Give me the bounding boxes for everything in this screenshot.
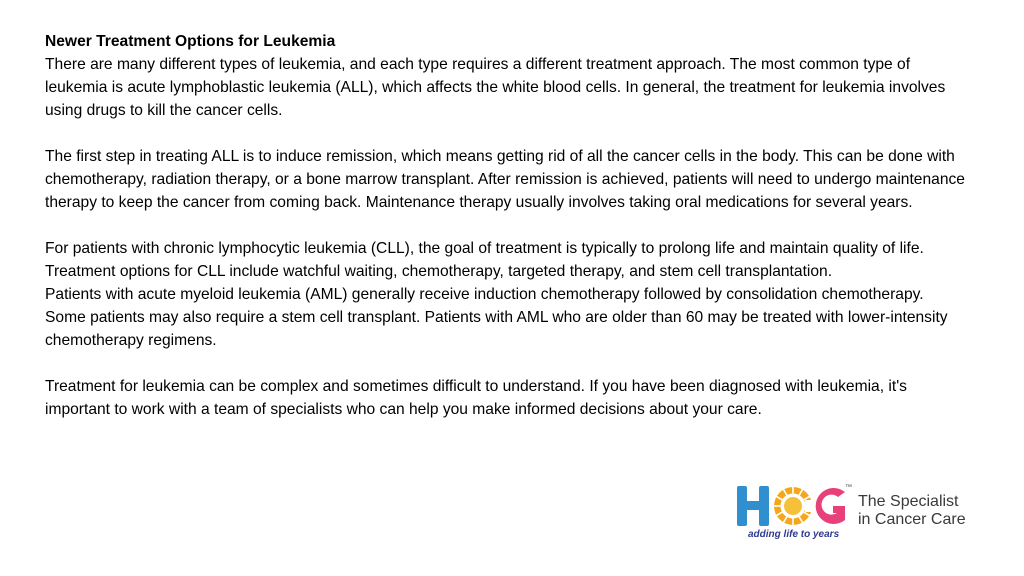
page-title: Newer Treatment Options for Leukemia bbox=[45, 33, 336, 50]
logo-letter-h bbox=[737, 486, 769, 526]
hcg-logo-mark bbox=[737, 484, 851, 528]
paragraph-cll-treatment: For patients with chronic lymphocytic leukemia (CLL), the goal of treatment is typically to prolong life and maintain quality of life. Treatment options for CLL include watchful waiting, chemotherapy, targeted therapy, and stem cell transplantation. bbox=[45, 240, 924, 280]
logo-letter-c bbox=[774, 487, 813, 525]
slide-content bbox=[45, 30, 965, 421]
paragraph-all-treatment: The first step in treating ALL is to induce remission, which means getting rid of all the cancer cells in the body. This can be done with chemotherapy, radiation therapy, or a bone marrow transplant. After remission is achieved, patients will need to undergo maintenance therapy to keep the cancer from coming back. Maintenance therapy usually involves taking oral medications for several years. bbox=[45, 148, 965, 211]
logo-slogan bbox=[858, 493, 966, 529]
logo-tagline: adding life to years bbox=[748, 529, 840, 540]
trademark-symbol: ™ bbox=[845, 484, 852, 491]
paragraph-types-of-leukemia: There are many different types of leukemia, and each type requires a different treatment approach. The most common type of leukemia is acute lymphoblastic leukemia (ALL), which affects the white blood cells. In general, the treatment for leukemia involves using drugs to kill the cancer cells. bbox=[45, 56, 946, 119]
paragraph-spacer bbox=[45, 352, 965, 375]
logo-letter-g bbox=[816, 488, 845, 524]
logo-slogan-line2: in Cancer Care bbox=[858, 511, 966, 528]
paragraph-spacer bbox=[45, 122, 965, 145]
logo-slogan-line1: The Specialist bbox=[858, 493, 959, 510]
paragraph-closing: Treatment for leukemia can be complex and sometimes difficult to understand. If you have been diagnosed with leukemia, it's important to work with a team of specialists who can help you make informed decisions about your care. bbox=[45, 378, 907, 418]
paragraph-spacer bbox=[45, 214, 965, 237]
paragraph-aml-treatment: Patients with acute myeloid leukemia (AML) generally receive induction chemotherapy followed by consolidation chemotherapy. Some patients may also require a stem cell transplant. Patients with AML who are older than 60 may be treated with lower-intensity chemotherapy regimens. bbox=[45, 286, 948, 349]
hcg-logo bbox=[737, 484, 977, 546]
